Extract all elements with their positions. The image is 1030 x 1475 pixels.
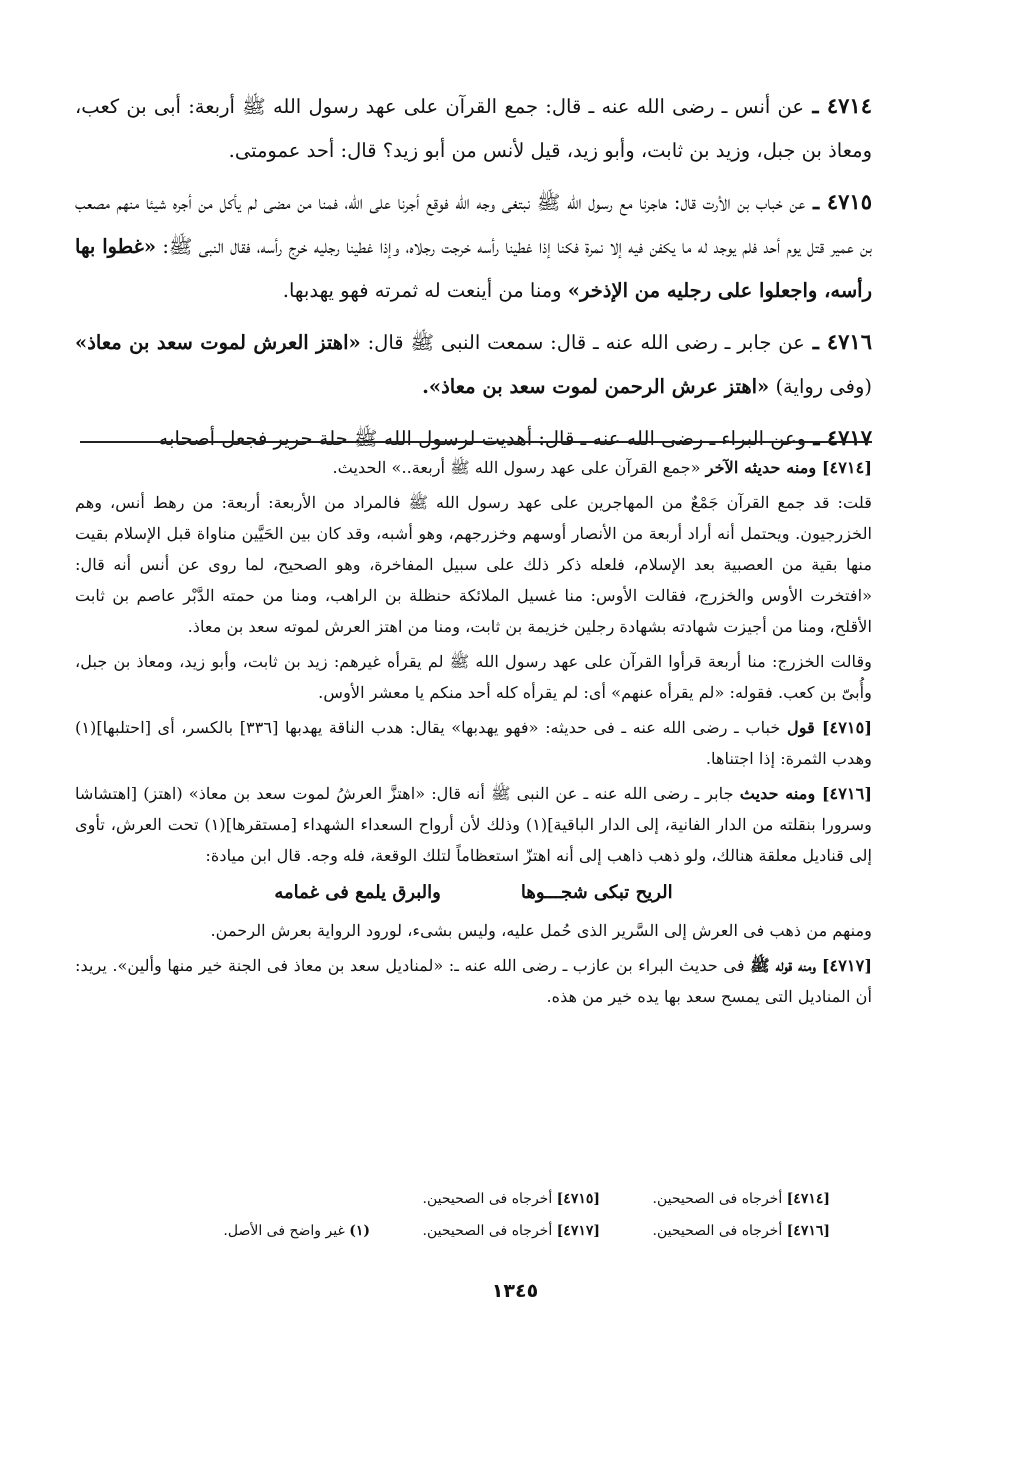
hadith-4714: ٤٧١٤ ـ عن أنس ـ رضى الله عنه ـ قال: جمع القرآن على عهد رسول الله ﷺ أربعة: أبى بن كعب، ومعاذ بن جبل، وزيد بن ثابت، وأبو زيد، قيل لأنس من أبو زيد؟ قال: أحد عمومتى. — [75, 93, 872, 162]
hadith-text: عن جابر ـ رضى الله عنه ـ قال: سمعت النبى ﷺ قال: — [367, 331, 805, 354]
hadith-number: ٤٧١٤ — [826, 93, 872, 118]
footnote: (١) غير واضح فى الأصل. — [223, 1223, 370, 1239]
footnote: [٤٧١٧] أخرجاه فى الصحيحين. — [422, 1223, 600, 1239]
hadith-4717: ٤٧١٧ ـ وعن البراء ـ رضى الله عنه ـ قال: أهديت لرسول الله ﷺ حلة حرير فجعل أصحابه — [158, 425, 872, 450]
hadith-text: عن أنس ـ رضى الله عنه ـ قال: جمع القرآن على عهد رسول الله ﷺ أربعة: أبى بن كعب، ومعاذ بن جبل، وزيد بن ثابت، وأبو زيد، قيل لأنس من أبو زيد؟ قال: أحد عمومتى. — [75, 95, 872, 162]
poetry-verse — [75, 875, 872, 911]
commentary-head: [٤٧١٥] قول — [786, 718, 872, 737]
hadith-number: ٤٧١٦ — [826, 329, 872, 354]
hadith-text: وعن البراء ـ رضى الله عنه ـ قال: أهديت لرسول الله ﷺ حلة حرير فجعل أصحابه — [158, 427, 807, 450]
hadith-riwaya: (وفى رواية) — [775, 375, 872, 398]
commentary-text: جابر ـ رضى الله عنه ـ عن النبى ﷺ أنه قال: «اهتزَّ العرشُ لموت سعد بن معاذ» (اهتز) [اهتشاشا وسرورا بنقلته من الدار الفانية، إلى الدار الباقية](١) وذلك لأن أرواح السعداء الشهداء [مستقرها](١) تحت العرش، تأوى إلى قناديل معلقة هنالك، ولو ذهب ذاهب إلى أنه اهتزّ استعظاماً لتلك الوقعة، فله وجه. قال ابن ميادة: — [75, 784, 872, 865]
commentary-paragraph: ومنهم من ذهب فى العرش إلى السَّرير الذى حُمل عليه، وليس بشىء، لورود الرواية بعرش الرحمن. — [210, 921, 872, 940]
commentary-paragraph: وقالت الخزرج: منا أربعة قرأوا القرآن على عهد رسول الله ﷺ لم يقرأه غيرهم: زيد بن ثابت، وأبو زيد، ومعاذ بن جبل، وأُبىّ بن كعب. فقوله: «لم يقرأه عنهم» أى: لم يقرأه كله أحد منكم يا معشر الأوس. — [75, 652, 872, 702]
footnotes — [140, 1188, 830, 1242]
section-divider — [80, 441, 872, 443]
hadith-4715: ٤٧١٥ ـ عن خباب بن الأرت قال: هاجرنا مع رسول الله ﷺ نبتغى وجه الله فوقع أجرنا على الله، فمنا من مضى لم يأكل من أجره شيئا منهم مصعب بن عمير قتل يوم أحد فلم يوجد له ما يكفن فيه إلا نمرة فكنا إذا غطينا رأسه خرجت رجلاه، وإذا غطينا رجليه خرج رأسه، فقال النبى ﷺ: «غطوا بها رأسه، واجعلوا على رجليه من الإذخر» ومنا من أينعت له ثمرته فهو يهدبها. — [75, 189, 872, 302]
commentary-head: [٤٧١٧] ومنه قوله ﷺ — [750, 956, 872, 975]
commentary-text: «جمع القرآن على عهد رسول الله ﷺ أربعة..» الحديث. — [332, 458, 701, 477]
commentary-head: [٤٧١٤] ومنه حديثه الآخر — [705, 458, 872, 477]
footnote-empty — [140, 1188, 370, 1210]
commentary-paragraph: قلت: قد جمع القرآن جَمْعٌ من المهاجرين على عهد رسول الله ﷺ فالمراد من الأربعة: أربعة: من رهط أنس، وهم الخزرجيون. ويحتمل أنه أراد أربعة من الأنصار أوسهم وخزرجهم، وهو أشبه، وقد كان بين الحَيَّين مناواة قبل الإسلام بقيت منها بقية من العصبية بعد الإسلام، فلعله ذكر ذلك على سبيل المفاخرة، وهو الصحيح، لما روى عن أنس أنه قال: «افتخرت الأوس والخزرج، فقالت الأوس: منا غسيل الملائكة حنظلة بن الراهب، ومنا من حمته الدَّبْر عاصم بن ثابت الأقلح، ومنا من أجيزت شهادته بشهادة رجلين خزيمة بن ثابت، ومنا من اهتز العرش لموته سعد بن معاذ. — [75, 493, 872, 636]
hadith-4716: ٤٧١٦ ـ عن جابر ـ رضى الله عنه ـ قال: سمعت النبى ﷺ قال: «اهتز العرش لموت سعد بن معاذ» (وفى رواية) «اهتز عرش الرحمن لموت سعد بن معاذ». — [75, 329, 872, 398]
commentary-section — [75, 452, 872, 1016]
page-number: ١٣٤٥ — [491, 1280, 539, 1302]
commentary-text: فى حديث البراء بن عازب ـ رضى الله عنه ـ: «لمناديل سعد بن معاذ فى الجنة خير منها وألين». يريد: أن المناديل التى يمسح سعد بها يده خير من هذه. — [75, 956, 872, 1006]
commentary-head: [٤٧١٦] ومنه حديث — [739, 784, 872, 803]
verse-first-hemistich: الريح تبكى شجـــوها — [520, 882, 673, 903]
commentary-4717 — [75, 950, 872, 1012]
footnote: [٤٧١٦] أخرجاه فى الصحيحين. — [652, 1223, 830, 1239]
hadith-quote: «غطوا بها رأسه، واجعلوا على رجليه من الإذخر» — [75, 235, 872, 302]
hadith-number: ٤٧١٧ — [826, 425, 872, 450]
commentary-text: خباب ـ رضى الله عنه ـ فى حديثه: «فهو يهدبها» يقال: هدب الناقة يهدبها [٣٣٦] بالكسر، أى [احتلبها](١) وهدب الثمرة: إذا اجتناها. — [75, 718, 872, 768]
hadith-tail: ومنا من أينعت له ثمرته فهو يهدبها. — [282, 279, 562, 302]
hadith-text: عن خباب بن الأرت قال: هاجرنا مع رسول الله ﷺ نبتغى وجه الله فوقع أجرنا على الله، فمنا من مضى لم يأكل من أجره شيئا منهم مصعب بن عمير قتل يوم أحد فلم يوجد له ما يكفن فيه إلا نمرة فكنا إذا غطينا رأسه خرجت رجلاه، وإذا غطينا رجليه خرج رأسه، فقال النبى ﷺ: — [75, 191, 872, 258]
hadith-quote: «اهتز العرش لموت سعد بن معاذ» — [75, 331, 361, 354]
hadith-quote-2: «اهتز عرش الرحمن لموت سعد بن معاذ». — [422, 375, 770, 398]
hadith-section — [75, 84, 872, 468]
verse-second-hemistich: والبرق يلمع فى غمامه — [274, 882, 441, 903]
commentary-4716 — [75, 778, 872, 871]
footnote: [٤٧١٥] أخرجاه فى الصحيحين. — [422, 1191, 600, 1207]
commentary-4715 — [75, 712, 872, 774]
hadith-number: ٤٧١٥ — [826, 189, 872, 214]
footnote: [٤٧١٤] أخرجاه فى الصحيحين. — [652, 1191, 830, 1207]
commentary-4714 — [75, 452, 872, 483]
